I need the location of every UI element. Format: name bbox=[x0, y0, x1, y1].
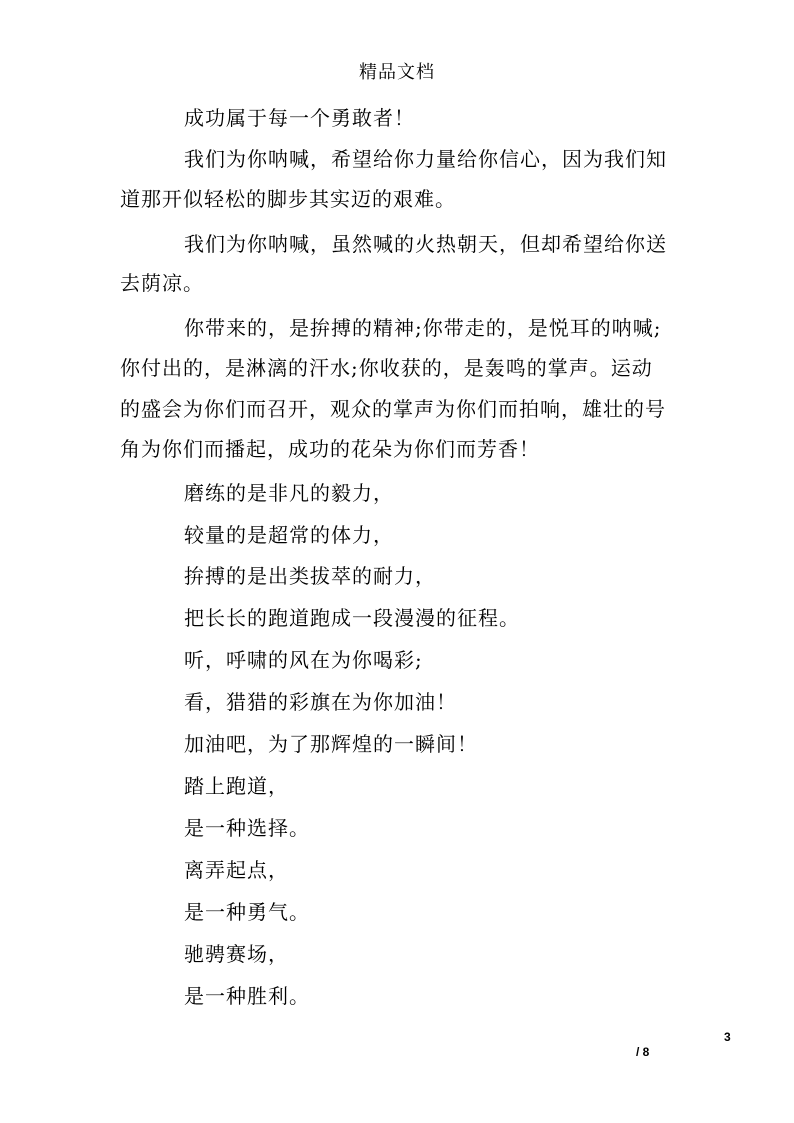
poem-line: 离弄起点， bbox=[184, 858, 289, 882]
poem-line: 较量的是超常的体力， bbox=[184, 523, 394, 547]
paragraph-line: 成功属于每一个勇敢者！ bbox=[184, 106, 415, 130]
poem-line: 看，猎猎的彩旗在为你加油！ bbox=[184, 690, 457, 714]
paragraph-line: 你付出的，是淋漓的汗水;你收获的，是轰鸣的掌声。运动 bbox=[120, 356, 653, 380]
poem-line: 是一种胜利。 bbox=[184, 984, 310, 1008]
poem-line: 是一种勇气。 bbox=[184, 900, 310, 924]
poem-line: 把长长的跑道跑成一段漫漫的征程。 bbox=[184, 606, 520, 630]
poem-line: 磨练的是非凡的毅力， bbox=[184, 481, 394, 505]
document-header-title: 精品文档 bbox=[359, 62, 435, 83]
paragraph-line: 的盛会为你们而召开，观众的掌声为你们而拍响，雄壮的号 bbox=[120, 397, 666, 421]
paragraph-line: 你带来的，是拚搏的精神;你带走的，是悦耳的呐喊; bbox=[184, 316, 662, 340]
paragraph-line: 我们为你呐喊，希望给你力量给你信心，因为我们知 bbox=[184, 147, 667, 171]
poem-line: 拚搏的是出类拔萃的耐力， bbox=[184, 564, 436, 588]
poem-line: 是一种选择。 bbox=[184, 816, 310, 840]
paragraph-line: 道那开似轻松的脚步其实迈的艰难。 bbox=[120, 187, 456, 211]
poem-line: 驰骋赛场， bbox=[184, 942, 289, 966]
poem-line: 加油吧，为了那辉煌的一瞬间！ bbox=[184, 732, 478, 756]
paragraph-line: 我们为你呐喊，虽然喊的火热朝天，但却希望给你送 bbox=[184, 232, 667, 256]
paragraph-line: 角为你们而播起，成功的花朵为你们而芳香！ bbox=[120, 437, 540, 461]
poem-line: 听，呼啸的风在为你喝彩; bbox=[184, 648, 423, 672]
poem-line: 踏上跑道， bbox=[184, 774, 289, 798]
paragraph-line: 去荫凉。 bbox=[120, 271, 204, 295]
page-total: / 8 bbox=[636, 1045, 650, 1059]
page-number: 3 bbox=[724, 1030, 731, 1044]
